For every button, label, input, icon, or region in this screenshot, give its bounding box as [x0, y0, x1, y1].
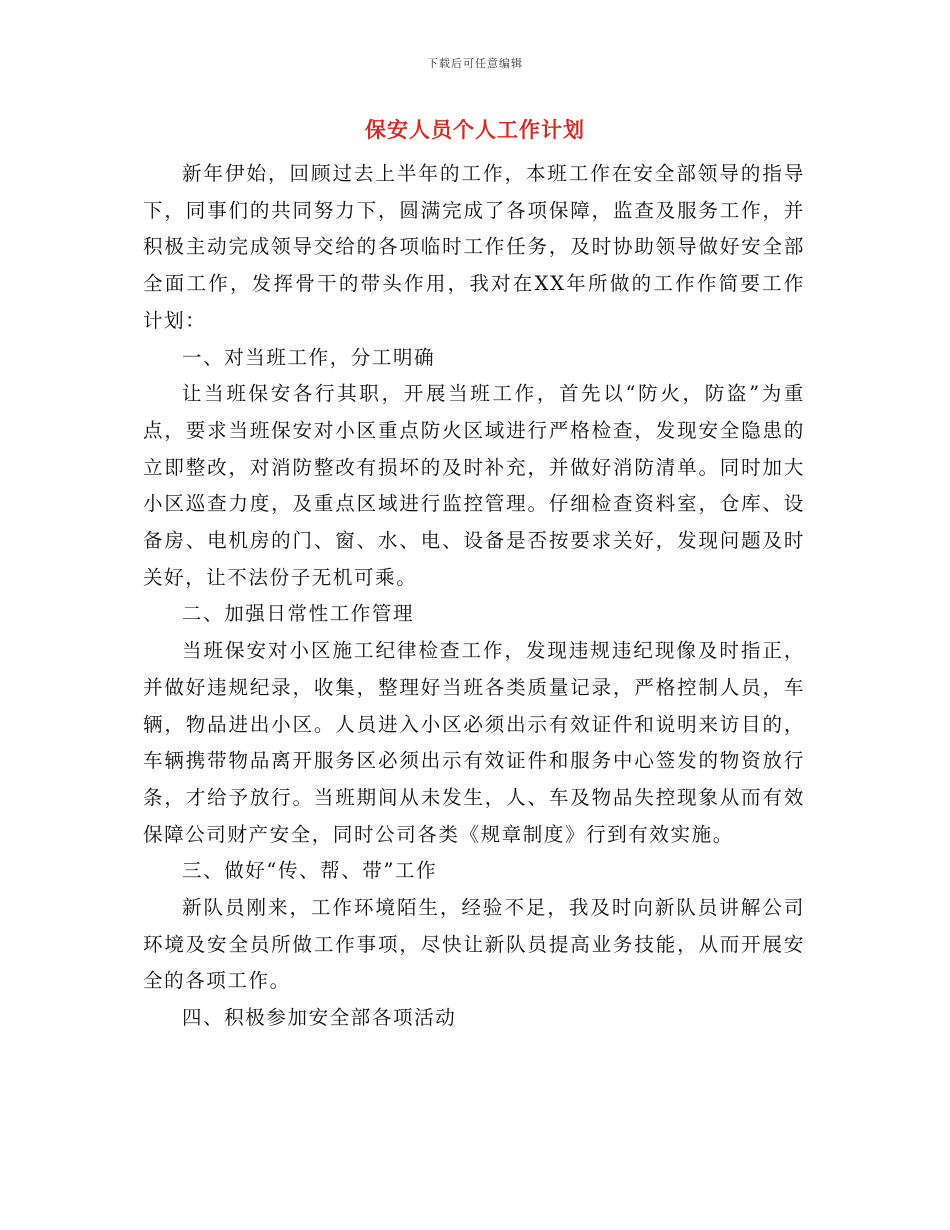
section-heading-4: 四、积极参加安全部各项活动	[182, 1006, 457, 1030]
section-paragraph-3: 新队员刚来，工作环境陌生，经验不足，我及时向新队员讲解公司环境及安全员所做工作事项，尽快让新队员提高业务技能，从而开展安全的各项工作。	[143, 896, 805, 993]
section-heading-1: 一、对当班工作，分工明确	[182, 345, 436, 369]
document-title: 保安人员个人工作计划	[365, 117, 585, 142]
section-heading-3: 三、做好“传、帮、带”工作	[182, 859, 438, 883]
section-paragraph-2: 当班保安对小区施工纪律检查工作，发现违规违纪现像及时指正，并做好违规纪录，收集，整理好当班各类质量记录，严格控制人员，车辆，物品进出小区。人员进入小区必须出示有效证件和说明来访目的，车辆携带物品离开服务区必须出示有效证件和服务中心签发的物资放行条，才给予放行。当班期间从未发生，人、车及物品失控现象从而有效保障公司财产安全，同时公司各类《规章制度》行到有效实施。	[143, 639, 805, 846]
section-paragraph-1: 让当班保安各行其职，开展当班工作，首先以“防火，防盗”为重点，要求当班保安对小区重点防火区域进行严格检查，发现安全隐患的立即整改，对消防整改有损坏的及时补充，并做好消防清单。同时加大小区巡查力度，及重点区域进行监控管理。仔细检查资料室，仓库、设备房、电机房的门、窗、水、电、设备是否按要求关好，发现问题及时关好，让不法份子无机可乘。	[143, 382, 805, 589]
section-heading-2: 二、加强日常性工作管理	[182, 602, 415, 626]
document-body	[143, 156, 805, 1037]
intro-paragraph: 新年伊始，回顾过去上半年的工作，本班工作在安全部领导的指导下，同事们的共同努力下，圆满完成了各项保障，监查及服务工作，并积极主动完成领导交给的各项临时工作任务，及时协助领导做好安全部全面工作，发挥骨干的带头作用，我对在XX年所做的工作作简要工作计划：	[143, 162, 805, 332]
header-note: 下载后可任意编辑	[427, 57, 523, 70]
